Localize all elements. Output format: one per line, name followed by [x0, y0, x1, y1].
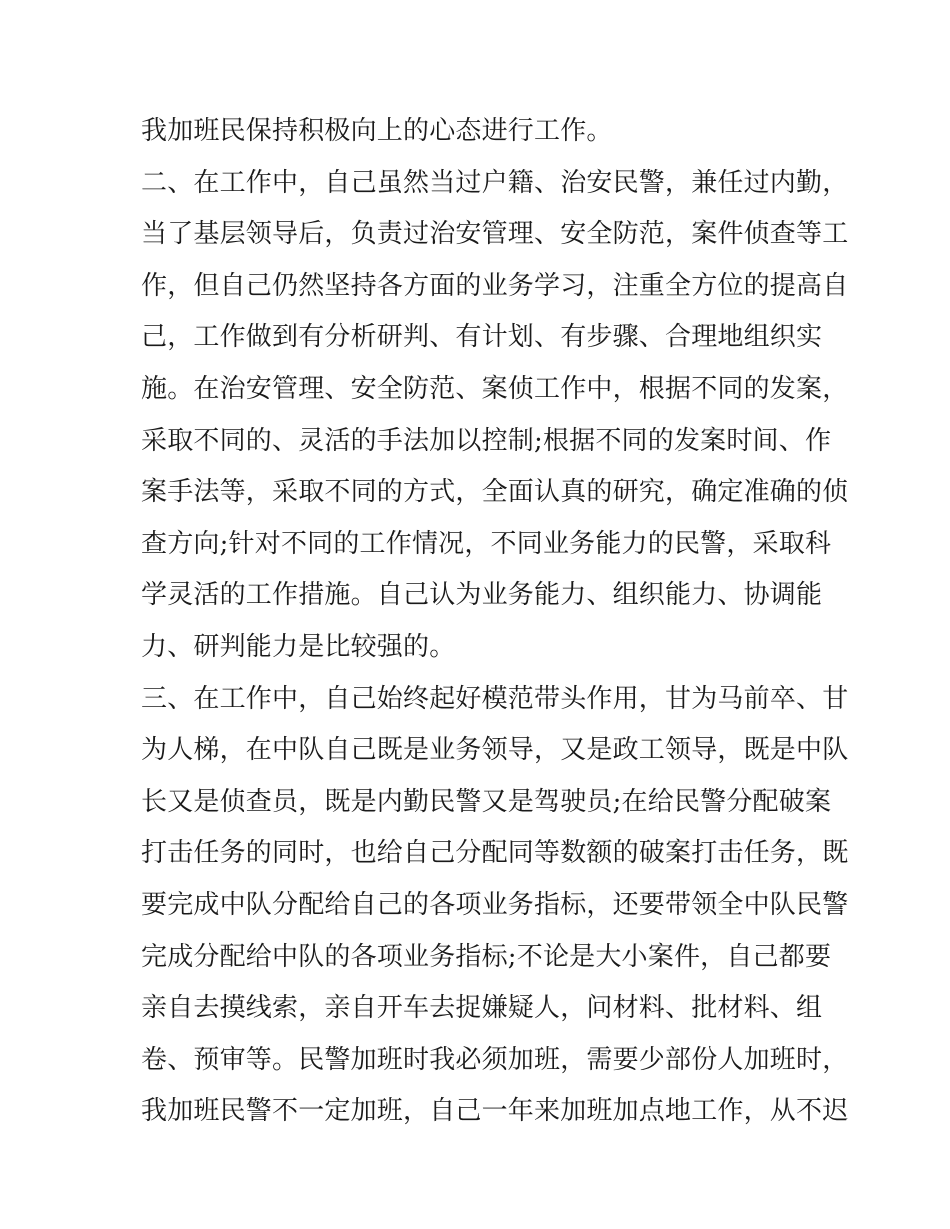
text-line-2: 二、在工作中，自己虽然当过户籍、治安民警，兼任过内勤，	[141, 167, 849, 198]
document-body	[141, 106, 849, 1138]
text-line-16: 要完成中队分配给自己的各项业务指标，还要带领全中队民警	[141, 889, 849, 920]
text-line-11: 力、研判能力是比较强的。	[141, 631, 456, 662]
text-line-14: 长又是侦查员，既是内勤民警又是驾驶员;在给民警分配破案	[141, 786, 832, 817]
text-line-18: 亲自去摸线索，亲自开车去捉嫌疑人，问材料、批材料、组	[141, 993, 823, 1024]
text-line-9: 查方向;针对不同的工作情况，不同业务能力的民警，采取科	[141, 528, 832, 559]
text-line-5: 己，工作做到有分析研判、有计划、有步骤、合理地组织实	[141, 322, 823, 353]
text-line-19: 卷、预审等。民警加班时我必须加班，需要少部份人加班时，	[141, 1044, 849, 1075]
text-line-15: 打击任务的同时，也给自己分配同等数额的破案打击任务，既	[141, 838, 849, 869]
text-line-13: 为人梯，在中队自己既是业务领导，又是政工领导，既是中队	[141, 735, 849, 766]
text-line-3: 当了基层领导后，负责过治安管理、安全防范，案件侦查等工	[141, 219, 849, 250]
text-line-10: 学灵活的工作措施。自己认为业务能力、组织能力、协调能	[141, 580, 823, 611]
text-line-8: 案手法等，采取不同的方式，全面认真的研究，确定准确的侦	[141, 477, 849, 508]
text-line-20: 我加班民警不一定加班，自己一年来加班加点地工作，从不迟	[141, 1096, 849, 1127]
text-line-1: 我加班民保持积极向上的心态进行工作。	[141, 116, 613, 146]
text-line-6: 施。在治安管理、安全防范、案侦工作中，根据不同的发案，	[141, 373, 849, 404]
text-line-12: 三、在工作中，自己始终起好模范带头作用，甘为马前卒、甘	[141, 683, 849, 714]
text-line-7: 采取不同的、灵活的手法加以控制;根据不同的发案时间、作	[141, 425, 832, 456]
text-line-4: 作，但自己仍然坚持各方面的业务学习，注重全方位的提高自	[141, 270, 849, 301]
text-line-17: 完成分配给中队的各项业务指标;不论是大小案件，自己都要	[141, 941, 832, 972]
